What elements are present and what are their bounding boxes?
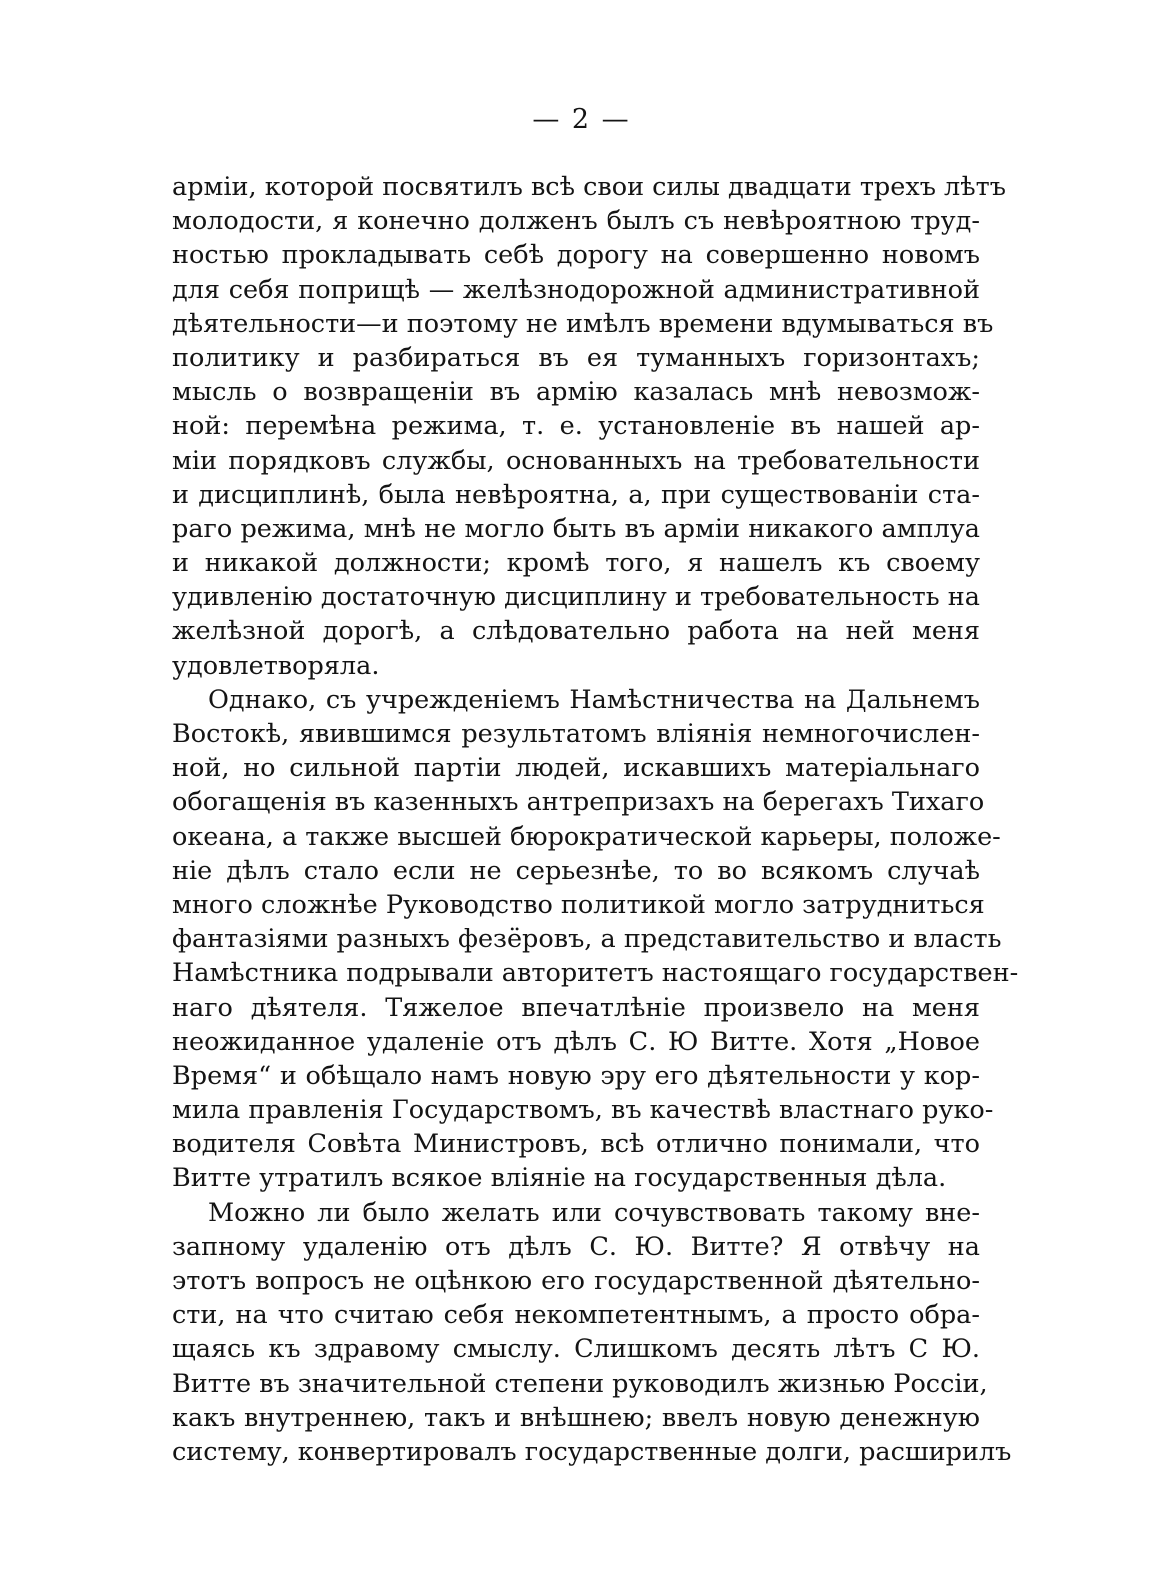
text-line: ной, но сильной партіи людей, искавшихъ матеріальнаго — [172, 753, 980, 784]
text-line: Однако, съ учрежденіемъ Намѣстничества на Дальнемъ — [208, 684, 980, 715]
text-line: наго дѣятеля. Тяжелое впечатлѣніе произвело на меня — [172, 992, 980, 1023]
text-block — [172, 170, 1019, 1469]
text-line: мила правленія Государствомъ, въ качествѣ властнаго руко- — [172, 1095, 994, 1126]
text-line: раго режима, мнѣ не могло быть въ арміи никакого амплуа — [172, 513, 980, 544]
text-line: Намѣстника подрывали авторитетъ настоящаго государствен- — [172, 958, 1019, 989]
text-line: политику и разбираться въ ея туманныхъ горизонтахъ; — [172, 342, 980, 373]
text-line: систему, конвертировалъ государственные долги, расширилъ — [172, 1436, 1012, 1467]
text-line: дѣятельности—и поэтому не имѣлъ времени вдумываться въ — [172, 308, 994, 339]
text-line: ніе дѣлъ стало если не серьезнѣе, то во всякомъ случаѣ — [172, 855, 980, 886]
text-line: арміи, которой посвятилъ всѣ свои силы двадцати трехъ лѣтъ — [172, 172, 1006, 202]
text-line: желѣзной дорогѣ, а слѣдовательно работа на ней меня — [172, 616, 980, 647]
text-line: удивленію достаточную дисциплину и требовательность на — [172, 582, 980, 613]
text-line: неожиданное удаленіе отъ дѣлъ С. Ю Витте. Хотя „Новое — [172, 1026, 980, 1057]
text-line: много сложнѣе Руководство политикой могло затрудниться — [172, 889, 985, 920]
text-line: океана, а также высшей бюрократической карьеры, положе- — [172, 821, 1001, 852]
text-line: сти, на что считаю себя некомпетентнымъ, а просто обра- — [172, 1300, 980, 1331]
text-line: мысль о возвращеніи въ армію казалась мнѣ невозмож- — [172, 377, 980, 408]
text-line: Витте въ значительной степени руководилъ жизнью Россіи, — [172, 1368, 988, 1399]
text-line: для себя поприщѣ — желѣзнодорожной административной — [172, 274, 980, 305]
text-line: молодости, я конечно долженъ былъ съ невѣроятною труд- — [172, 206, 980, 237]
text-line: щаясь къ здравому смыслу. Слишкомъ десять лѣтъ С Ю. — [172, 1334, 980, 1365]
text-line: какъ внутреннею, такъ и внѣшнею; ввелъ новую денежную — [172, 1402, 980, 1433]
text-line: запному удаленію отъ дѣлъ С. Ю. Витте? Я отвѣчу на — [172, 1231, 980, 1262]
page-number: — 2 — — [532, 104, 631, 135]
text-line: Можно ли было желать или сочувствовать такому вне- — [208, 1197, 980, 1228]
text-line: фантазіями разныхъ фезёровъ, а представительство и власть — [172, 924, 1002, 955]
text-line: водителя Совѣта Министровъ, всѣ отлично понимали, что — [172, 1129, 980, 1160]
text-line: обогащенія въ казенныхъ антрепризахъ на берегахъ Тихаго — [172, 787, 985, 818]
text-line: Время“ и обѣщало намъ новую эру его дѣятельности у кор- — [172, 1060, 980, 1091]
text-line: Витте утратилъ всякое вліяніе на государственныя дѣла. — [172, 1163, 947, 1194]
text-line: міи порядковъ службы, основанныхъ на требовательности — [172, 445, 980, 476]
text-line: и никакой должности; кромѣ того, я нашелъ къ своему — [172, 548, 980, 579]
text-line: удовлетворяла. — [172, 650, 380, 681]
text-line: этотъ вопросъ не оцѣнкою его государственной дѣятельно- — [172, 1266, 980, 1296]
text-line: ной: перемѣна режима, т. е. установленіе въ нашей ар- — [172, 411, 980, 442]
text-line: ностью прокладывать себѣ дорогу на совершенно новомъ — [172, 240, 980, 271]
text-line: и дисциплинѣ, была невѣроятна, а, при существованіи ста- — [172, 479, 980, 510]
text-line: Востокѣ, явившимся результатомъ вліянія немногочислен- — [172, 719, 980, 749]
